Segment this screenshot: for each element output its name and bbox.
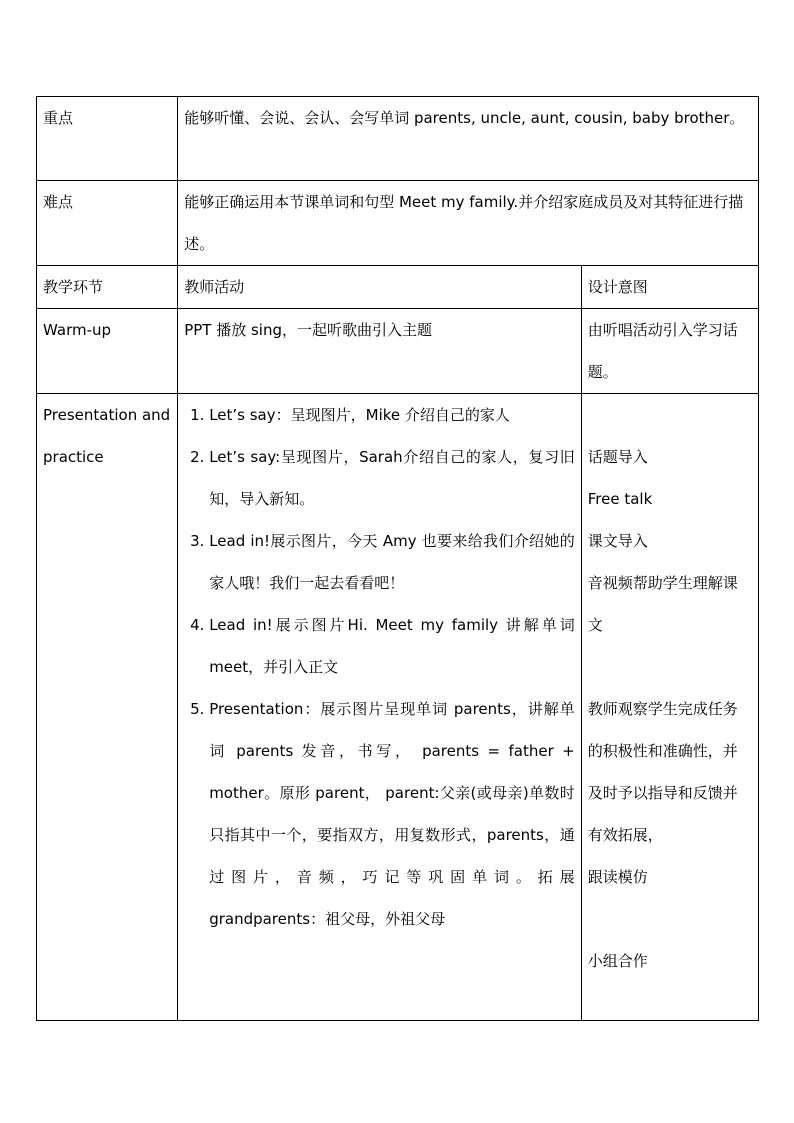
- table-header-row: [37, 266, 759, 309]
- presentation-intent-cell: [581, 394, 758, 1021]
- intent-line: [588, 646, 752, 688]
- warm-up-intent: 由听唱活动引入学习话题。: [581, 309, 758, 394]
- warm-up-stage: Warm-up: [37, 309, 178, 394]
- intent-line: 课文导入: [587, 532, 648, 550]
- difficult-points-content: 能够正确运用本节课单词和句型 Meet my family.并介绍家庭成员及对其特征进行描述。: [178, 181, 759, 266]
- intent-line: [588, 898, 752, 940]
- intent-line: 小组合作: [587, 952, 648, 970]
- key-points-content: 能够听懂、会说、会认、会写单词 parents, uncle, aunt, cousin, baby brother。: [178, 97, 759, 181]
- intent-line: [588, 394, 752, 436]
- list-item: 3. Lead in!展示图片，今天 Amy 也要来给我们介绍她的家人哦！我们一起去看看吧！: [209, 520, 575, 604]
- lesson-plan-table: [36, 96, 759, 1021]
- list-item: 4. Lead in!展示图片Hi. Meet my family 讲解单词 meet，并引入正文: [209, 604, 575, 688]
- list-item: 2. Let’s say:呈现图片，Sarah介绍自己的家人，复习旧知，导入新知。: [209, 436, 575, 520]
- intent-line: 教师观察学生完成任务的积极性和准确性，并及时予以指导和反馈并有效拓展，: [587, 700, 738, 844]
- list-item: 1. Let’s say：呈现图片，Mike 介绍自己的家人: [209, 394, 575, 436]
- intent-line: 话题导入: [587, 448, 648, 466]
- header-teacher-activity: 教师活动: [178, 266, 582, 309]
- header-design-intent: 设计意图: [581, 266, 758, 309]
- key-points-label: 重点: [37, 97, 178, 181]
- intent-line: Free talk: [587, 490, 653, 508]
- list-item: 5. Presentation：展示图片呈现单词 parents，讲解单词 parents 发音，书写， parents = father + mother。原形 parent， parent:父亲(或母亲)单数时只指其中一个，要指双方，用复数形式，parents，通过图片，音频，巧记等巩固单词。拓展 grandparents：祖父母，外祖父母: [209, 688, 575, 940]
- presentation-activity-cell: [178, 394, 582, 1021]
- difficult-points-row: [37, 181, 759, 266]
- presentation-row: [37, 394, 759, 1021]
- presentation-stage: Presentation and practice: [37, 394, 178, 1021]
- warm-up-activity: PPT 播放 sing，一起听歌曲引入主题: [178, 309, 582, 394]
- intent-line: 音视频帮助学生理解课文: [587, 574, 738, 634]
- key-points-row: [37, 97, 759, 181]
- difficult-points-label: 难点: [37, 181, 178, 266]
- header-stage: 教学环节: [37, 266, 178, 309]
- intent-line: 跟读模仿: [587, 868, 648, 886]
- presentation-steps-list: [184, 394, 575, 940]
- warm-up-row: [37, 309, 759, 394]
